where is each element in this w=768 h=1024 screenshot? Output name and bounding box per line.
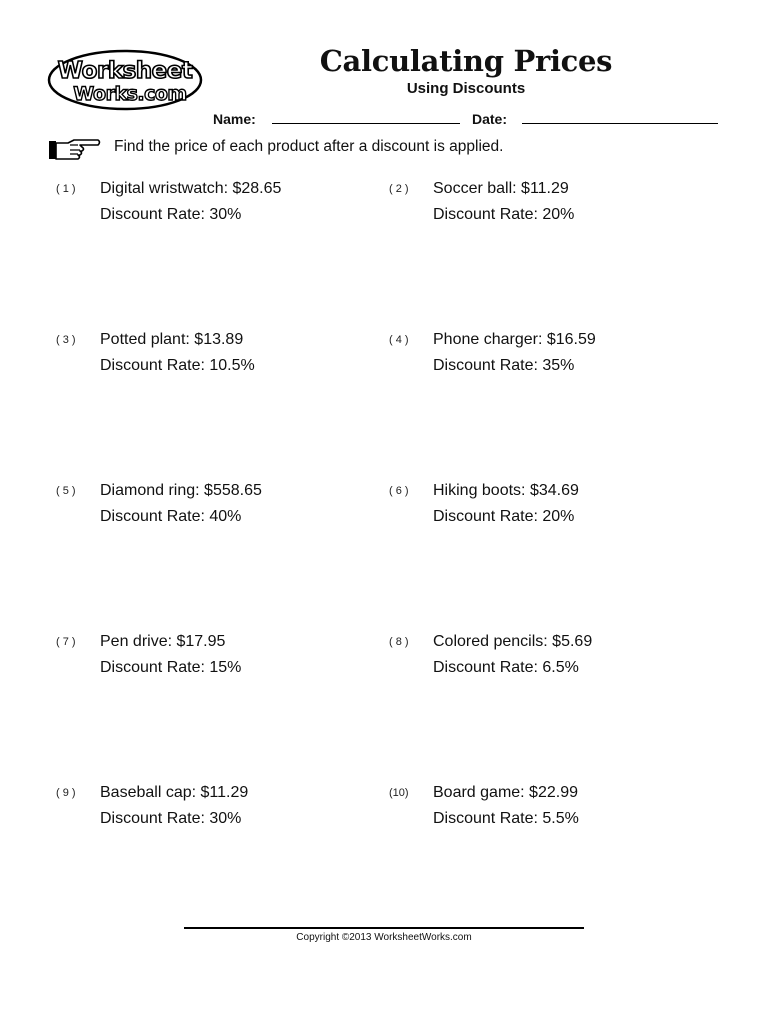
page-title: Calculating Prices — [319, 44, 613, 78]
problem-item-price: Baseball cap: $11.29 — [100, 784, 249, 801]
problem-item — [389, 180, 709, 240]
instructions: Find the price of each product after a discount is applied. — [114, 138, 504, 155]
problem-number: ( 5 ) — [56, 485, 76, 497]
page-subtitle: Using Discounts — [406, 80, 526, 97]
problem-number: (10) — [389, 787, 409, 799]
problem-item — [389, 482, 709, 542]
problem-number: ( 4 ) — [389, 334, 409, 346]
problem-number: ( 6 ) — [389, 485, 409, 497]
problem-number: ( 2 ) — [389, 183, 409, 195]
problem-item-price: Soccer ball: $11.29 — [433, 180, 569, 197]
problem-discount-rate: Discount Rate: 35% — [433, 357, 575, 374]
problem-item-price: Potted plant: $13.89 — [100, 331, 244, 348]
problem-number: ( 8 ) — [389, 636, 409, 648]
footer-divider — [184, 927, 584, 929]
problem-discount-rate: Discount Rate: 40% — [100, 508, 242, 525]
name-label: Name: — [213, 111, 256, 127]
problem-discount-rate: Discount Rate: 10.5% — [100, 357, 255, 374]
problem-number: ( 9 ) — [56, 787, 76, 799]
date-field[interactable] — [522, 123, 718, 124]
problem-item-price: Digital wristwatch: $28.65 — [100, 180, 282, 197]
problem-item — [56, 482, 376, 542]
logo-text-line2: Works.com — [73, 83, 187, 105]
problem-item — [389, 331, 709, 391]
worksheetworks-logo — [46, 48, 204, 112]
problem-item — [389, 784, 709, 844]
problem-discount-rate: Discount Rate: 20% — [433, 508, 575, 525]
problem-item-price: Phone charger: $16.59 — [433, 331, 596, 348]
problem-item-price: Pen drive: $17.95 — [100, 633, 226, 650]
problem-item-price: Colored pencils: $5.69 — [433, 633, 593, 650]
problem-discount-rate: Discount Rate: 15% — [100, 659, 242, 676]
name-field[interactable] — [272, 123, 460, 124]
problem-item — [56, 331, 376, 391]
pointing-hand-icon — [48, 137, 102, 163]
problem-discount-rate: Discount Rate: 30% — [100, 810, 242, 827]
problem-item — [389, 633, 709, 693]
problem-item-price: Hiking boots: $34.69 — [433, 482, 579, 499]
copyright-text: Copyright ©2013 WorksheetWorks.com — [296, 932, 472, 943]
problem-item — [56, 784, 376, 844]
problem-item-price: Board game: $22.99 — [433, 784, 578, 801]
problem-discount-rate: Discount Rate: 6.5% — [433, 659, 579, 676]
problem-discount-rate: Discount Rate: 20% — [433, 206, 575, 223]
logo-text-line1: Worksheet — [57, 58, 193, 84]
problem-item — [56, 633, 376, 693]
problem-discount-rate: Discount Rate: 5.5% — [433, 810, 579, 827]
problem-item-price: Diamond ring: $558.65 — [100, 482, 262, 499]
date-label: Date: — [472, 111, 508, 127]
problem-number: ( 1 ) — [56, 183, 76, 195]
problem-discount-rate: Discount Rate: 30% — [100, 206, 242, 223]
problem-item — [56, 180, 376, 240]
problem-number: ( 3 ) — [56, 334, 76, 346]
problem-number: ( 7 ) — [56, 636, 76, 648]
